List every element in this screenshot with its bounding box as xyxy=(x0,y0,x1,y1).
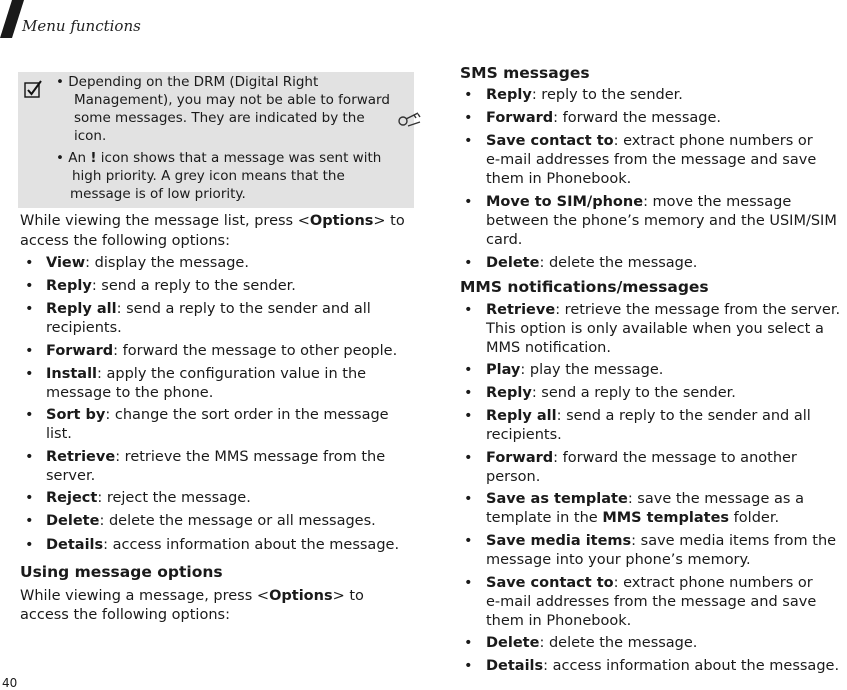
option-item: Details: access information about the message. xyxy=(486,658,840,674)
bullet: • xyxy=(464,255,473,271)
bullet: • xyxy=(464,408,473,424)
bullet: • xyxy=(464,385,473,401)
option-item: Forward: forward the message to another xyxy=(486,450,797,466)
option-item-cont: e-mail addresses from the message and save xyxy=(486,152,817,168)
bullet: • xyxy=(25,366,34,382)
option-item-cont: between the phone’s memory and the USIM/SIM xyxy=(486,213,837,229)
section-heading: Using message options xyxy=(20,563,223,581)
option-item-cont: message to the phone. xyxy=(46,385,214,401)
note-text: message is of low priority. xyxy=(70,186,246,202)
page-number: 40 xyxy=(2,676,18,690)
bullet: • xyxy=(464,658,473,674)
option-item: Reply all: send a reply to the sender and all xyxy=(46,301,371,317)
bullet: • xyxy=(464,635,473,651)
bullet: • xyxy=(25,255,34,271)
drm-key-icon xyxy=(396,110,422,130)
bullet: • xyxy=(464,450,473,466)
option-item: Play: play the message. xyxy=(486,362,664,378)
option-item: Install: apply the configuration value in the xyxy=(46,366,367,382)
option-item: Forward: forward the message. xyxy=(486,110,722,126)
bullet: • xyxy=(464,194,473,210)
note-text: • Depending on the DRM (Digital Right xyxy=(56,74,319,90)
intro-text: While viewing the message list, press <Options> to xyxy=(20,213,405,229)
outro-text: access the following options: xyxy=(20,607,230,623)
option-item-cont: recipients. xyxy=(46,320,122,336)
bullet: • xyxy=(25,537,34,553)
bullet: • xyxy=(25,301,34,317)
bullet: • xyxy=(25,343,34,359)
outro-text: While viewing a message, press <Options> to xyxy=(20,588,364,604)
bullet: • xyxy=(464,133,473,149)
bullet: • xyxy=(25,449,34,465)
note-text: icon. xyxy=(74,128,107,144)
mms-heading: MMS notifications/messages xyxy=(460,278,709,296)
intro-text: access the following options: xyxy=(20,233,230,249)
option-item-cont: MMS notification. xyxy=(486,340,611,356)
option-item-cont: server. xyxy=(46,468,96,484)
option-item: Delete: delete the message or all messages. xyxy=(46,513,376,529)
option-item-cont: recipients. xyxy=(486,427,562,443)
option-item-cont: e-mail addresses from the message and save xyxy=(486,594,817,610)
note-text: high priority. A grey icon means that the xyxy=(72,168,345,184)
option-item: Delete: delete the message. xyxy=(486,635,698,651)
bullet: • xyxy=(25,490,34,506)
sms-heading: SMS messages xyxy=(460,64,590,82)
bullet: • xyxy=(464,533,473,549)
option-item: Reply: reply to the sender. xyxy=(486,87,683,103)
bullet: • xyxy=(464,491,473,507)
option-item: View: display the message. xyxy=(46,255,249,271)
option-item: Save media items: save media items from the xyxy=(486,533,837,549)
option-item: Save contact to: extract phone numbers or xyxy=(486,133,813,149)
note-box xyxy=(18,72,414,208)
option-item-cont: them in Phonebook. xyxy=(486,171,632,187)
note-text: Management), you may not be able to forward xyxy=(74,92,390,108)
note-text: • An ! icon shows that a message was sent with xyxy=(56,150,382,166)
option-item: Reply all: send a reply to the sender and all xyxy=(486,408,811,424)
bullet: • xyxy=(464,110,473,126)
option-item: Sort by: change the sort order in the message xyxy=(46,407,389,423)
bullet: • xyxy=(464,575,473,591)
option-item-cont: person. xyxy=(486,469,541,485)
option-item: Retrieve: retrieve the MMS message from the xyxy=(46,449,386,465)
option-item: Reply: send a reply to the sender. xyxy=(486,385,736,401)
checkmark-box-icon xyxy=(24,80,42,98)
option-item-cont: list. xyxy=(46,426,72,442)
option-item: Delete: delete the message. xyxy=(486,255,698,271)
option-item-cont: This option is only available when you select a xyxy=(486,321,824,337)
option-item: Forward: forward the message to other people. xyxy=(46,343,398,359)
bullet: • xyxy=(464,302,473,318)
option-item-cont: message into your phone’s memory. xyxy=(486,552,751,568)
option-item: Save as template: save the message as a xyxy=(486,491,804,507)
note-text: some messages. They are indicated by the xyxy=(74,110,365,126)
section-title: Menu functions xyxy=(22,17,141,35)
bullet: • xyxy=(464,362,473,378)
option-item: Retrieve: retrieve the message from the server. xyxy=(486,302,841,318)
bullet: • xyxy=(25,407,34,423)
option-item: Reject: reject the message. xyxy=(46,490,251,506)
option-item-cont: template in the MMS templates folder. xyxy=(486,510,780,526)
option-item: Move to SIM/phone: move the message xyxy=(486,194,792,210)
section-marker-bar xyxy=(0,0,24,38)
option-item-cont: them in Phonebook. xyxy=(486,613,632,629)
option-item: Details: access information about the message. xyxy=(46,537,400,553)
bullet: • xyxy=(25,278,34,294)
option-item: Save contact to: extract phone numbers or xyxy=(486,575,813,591)
bullet: • xyxy=(464,87,473,103)
option-item: Reply: send a reply to the sender. xyxy=(46,278,296,294)
bullet: • xyxy=(25,513,34,529)
option-item-cont: card. xyxy=(486,232,523,248)
